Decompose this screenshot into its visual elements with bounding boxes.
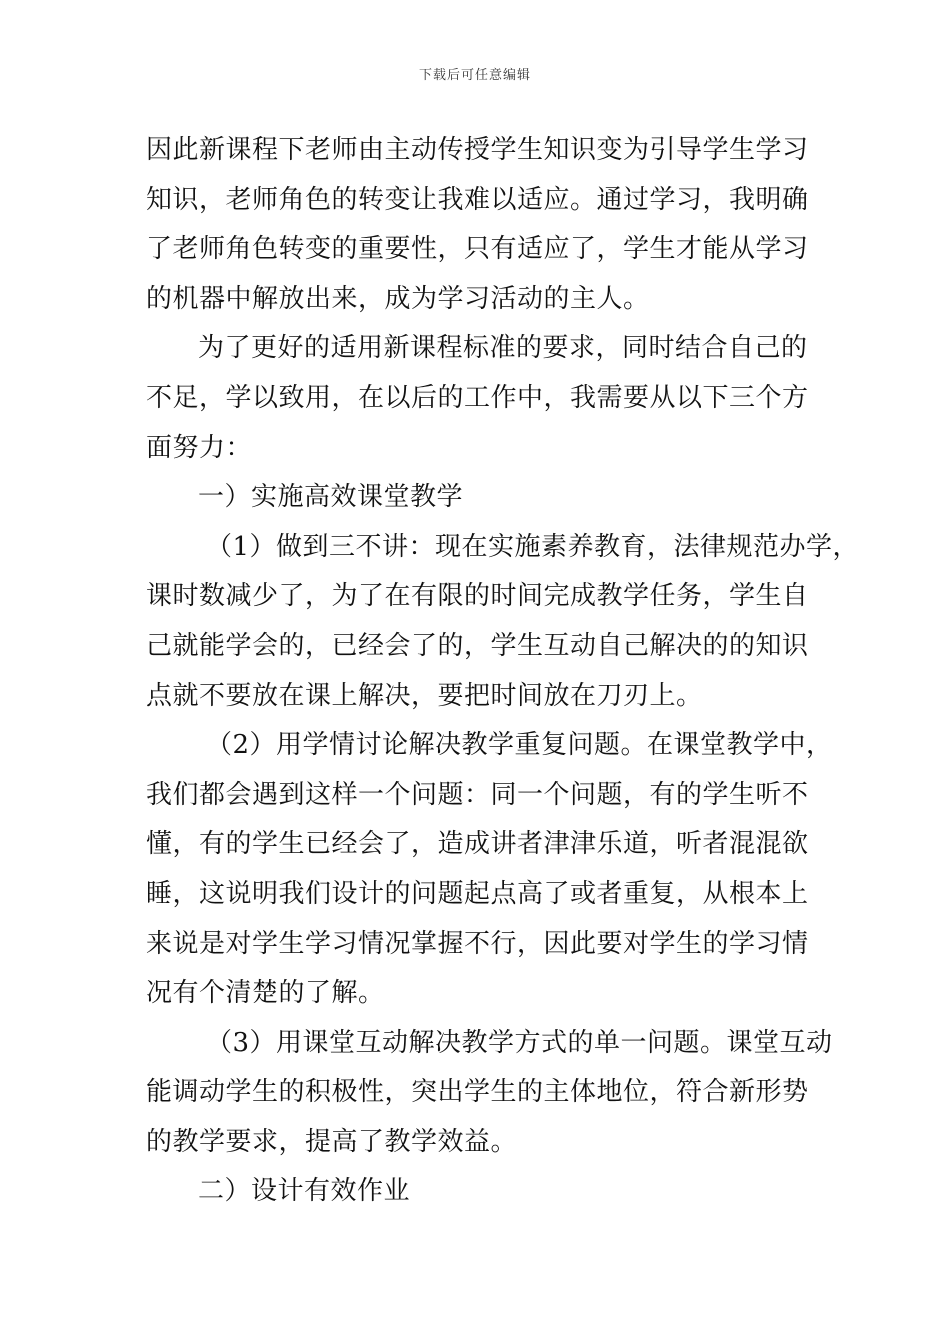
text-line: 的机器中解放出来，成为学习活动的主人。 xyxy=(146,283,650,314)
text-line: 为了更好的适用新课程标准的要求，同时结合自己的 xyxy=(198,333,808,364)
text-line: 来说是对学生学习情况掌握不行，因此要对学生的学习情 xyxy=(146,928,809,959)
text-line: 己就能学会的，已经会了的，学生互动自己解决的的知识 xyxy=(146,630,809,661)
text-line: 了老师角色转变的重要性，只有适应了，学生才能从学习 xyxy=(146,234,809,265)
text-line: （1）做到三不讲：现在实施素养教育，法律规范办学， xyxy=(206,531,860,562)
text-line: 因此新课程下老师由主动传授学生知识变为引导学生学习 xyxy=(146,135,809,165)
text-line: 的教学要求，提高了教学效益。 xyxy=(146,1126,518,1157)
text-line: （2）用学情讨论解决教学重复问题。在课堂教学中， xyxy=(206,730,833,761)
text-line: 能调动学生的积极性，突出学生的主体地位，符合新形势 xyxy=(146,1077,809,1108)
text-line: 况有个清楚的了解。 xyxy=(146,978,385,1009)
section-heading: 一）实施高效课堂教学 xyxy=(198,482,464,513)
text-line: 课时数减少了，为了在有限的时间完成教学任务，学生自 xyxy=(146,581,809,612)
text-line: 不足，学以致用，在以后的工作中，我需要从以下三个方 xyxy=(146,382,809,413)
text-line: 知识，老师角色的转变让我难以适应。通过学习，我明确 xyxy=(146,184,809,215)
text-line: 点就不要放在课上解决，要把时间放在刀刃上。 xyxy=(146,680,703,711)
text-line: 睡，这说明我们设计的问题起点高了或者重复，从根本上 xyxy=(146,878,809,909)
document-body xyxy=(146,126,860,1217)
text-line: 面努力： xyxy=(146,432,253,463)
text-line: （3）用课堂互动解决教学方式的单一问题。课堂互动 xyxy=(206,1027,833,1058)
page-header: 下载后可任意编辑 xyxy=(418,68,531,83)
section-heading: 二）设计有效作业 xyxy=(198,1176,411,1207)
text-line: 我们都会遇到这样一个问题：同一个问题，有的学生听不 xyxy=(146,779,809,810)
text-line: 懂，有的学生已经会了，造成讲者津津乐道，听者混混欲 xyxy=(146,829,809,860)
